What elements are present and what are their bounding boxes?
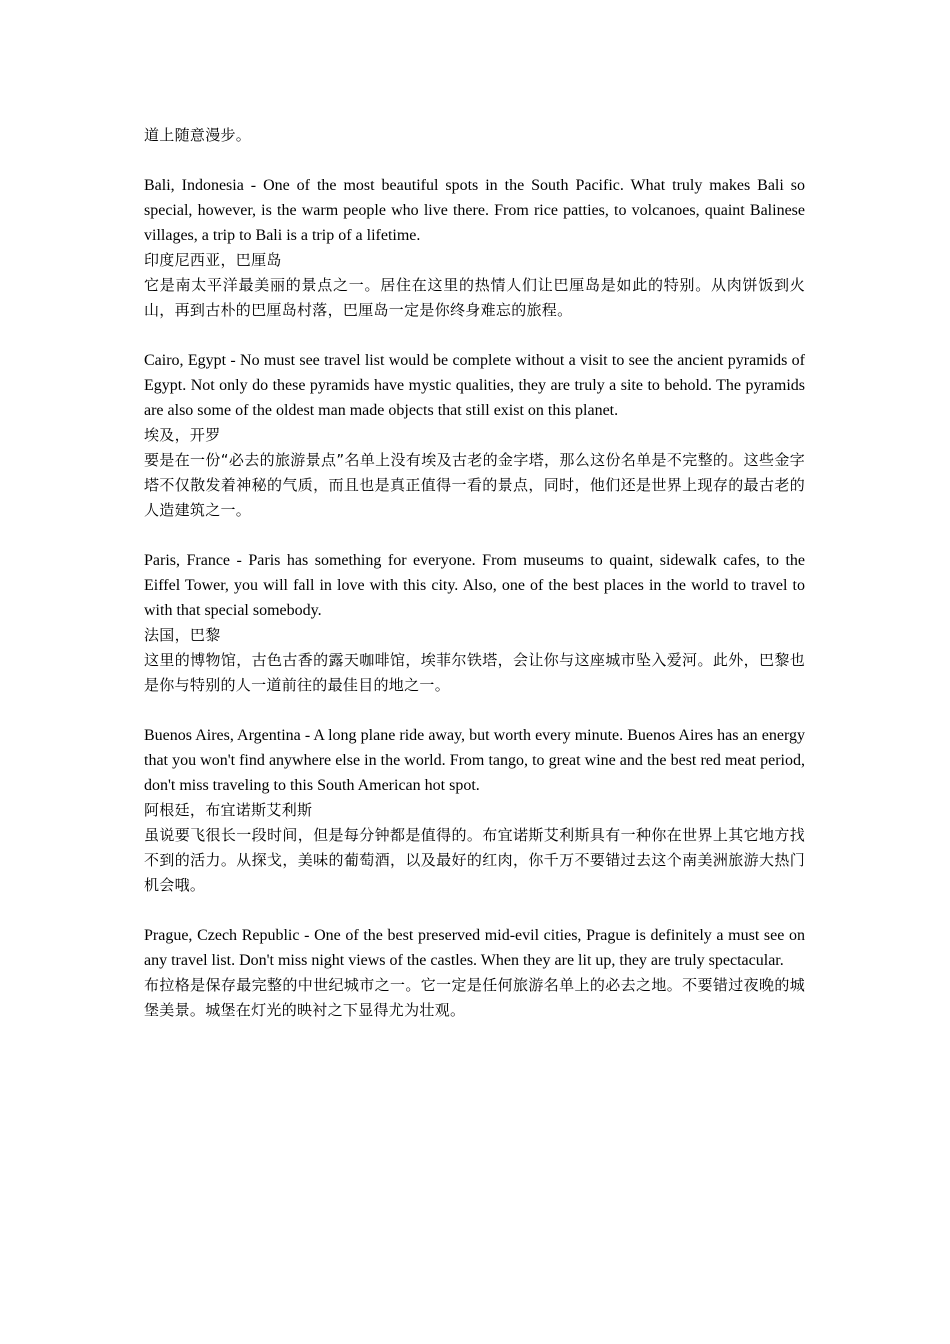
entry-chinese-body: 虽说要飞很长一段时间，但是每分钟都是值得的。布宜诺斯艾利斯具有一种你在世界上其它地方找不到的活力。从探戈，美味的葡萄酒，以及最好的红肉，你千万不要错过去这个南美洲旅游大热门机会哦。 [144, 826, 805, 894]
entry-chinese-title: 印度尼西亚，巴厘岛 [144, 251, 282, 269]
entry-bali [144, 173, 805, 323]
entry-chinese-title: 阿根廷，布宜诺斯艾利斯 [144, 801, 313, 819]
paragraph-spacer [144, 898, 805, 923]
entry-chinese-title: 法国，巴黎 [144, 626, 221, 644]
paragraph-spacer [144, 323, 805, 348]
entry-english-text: Bali, Indonesia - One of the most beautiful spots in the South Pacific. What truly makes Bali so special, however, is the warm people who live there. From rice patties, to volcanoes, quaint Balinese villages, a trip to Bali is a trip of a lifetime. [144, 177, 805, 244]
entry-cairo [144, 348, 805, 523]
paragraph-spacer [144, 148, 805, 173]
intro-tail-text: 道上随意漫步。 [144, 126, 252, 144]
paragraph-spacer [144, 523, 805, 548]
paragraph-spacer [144, 698, 805, 723]
entry-prague [144, 923, 805, 1023]
entry-chinese-body: 要是在一份“必去的旅游景点”名单上没有埃及古老的金字塔，那么这份名单是不完整的。这些金字塔不仅散发着神秘的气质，而且也是真正值得一看的景点，同时，他们还是世界上现存的最古老的人造建筑之一。 [144, 451, 805, 519]
entry-paris [144, 548, 805, 698]
entry-chinese-body: 这里的博物馆，古色古香的露天咖啡馆，埃菲尔铁塔，会让你与这座城市坠入爱河。此外，巴黎也是你与特别的人一道前往的最佳目的地之一。 [144, 651, 805, 694]
entry-buenos-aires [144, 723, 805, 898]
entry-english-text: Buenos Aires, Argentina - A long plane ride away, but worth every minute. Buenos Aires has an energy that you won't find anywhere else in the world. From tango, to great wine and the best red meat period, don't miss traveling to this South American hot spot. [144, 727, 805, 794]
entry-chinese-title: 埃及，开罗 [144, 426, 221, 444]
entry-chinese-body: 它是南太平洋最美丽的景点之一。居住在这里的热情人们让巴厘岛是如此的特别。从肉饼饭到火山，再到古朴的巴厘岛村落，巴厘岛一定是你终身难忘的旅程。 [144, 276, 805, 319]
entry-english-text: Prague, Czech Republic - One of the best preserved mid-evil cities, Prague is definitely a must see on any travel list. Don't miss night views of the castles. When they are lit up, they are truly spectacular. [144, 927, 805, 969]
entry-english-text: Paris, France - Paris has something for everyone. From museums to quaint, sidewalk cafes, to the Eiffel Tower, you will fall in love with this city. Also, one of the best places in the world to travel to with that special somebody. [144, 552, 805, 619]
entry-chinese-body: 布拉格是保存最完整的中世纪城市之一。它一定是任何旅游名单上的必去之地。不要错过夜晚的城堡美景。城堡在灯光的映衬之下显得尤为壮观。 [144, 976, 805, 1019]
entry-english-text: Cairo, Egypt - No must see travel list would be complete without a visit to see the ancient pyramids of Egypt. Not only do these pyramids have mystic qualities, they are truly a site to behold. The pyramids are also some of the oldest man made objects that still exist on this planet. [144, 352, 805, 419]
document-body [144, 123, 805, 1023]
